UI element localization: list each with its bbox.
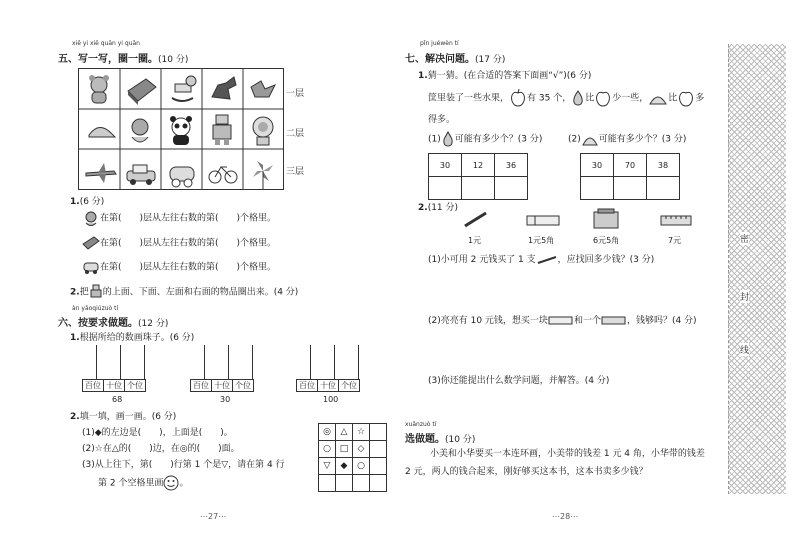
r1-desc-b: 有 35 个，	[527, 93, 572, 104]
pencil-icon	[462, 210, 490, 230]
section6-title	[58, 314, 168, 329]
lion-toy-icon	[253, 117, 273, 145]
floor-label-1: 一层	[286, 89, 305, 99]
tens-label: 十位	[104, 380, 125, 391]
answer-cell[interactable]: 36	[495, 154, 528, 177]
hundreds-label: 百位	[297, 380, 318, 391]
airplane-icon	[86, 163, 116, 183]
hundreds-label: 百位	[83, 380, 104, 391]
section7-title	[405, 50, 505, 65]
page-num-text: 27	[208, 512, 219, 521]
answer-cell[interactable]: 30	[581, 154, 614, 177]
r1-header	[418, 68, 591, 81]
q1-line-1-text: 在第( )层从左往右数的第( )个格里。	[100, 213, 277, 224]
seal-label-2: 封	[740, 290, 749, 303]
bear-icon	[89, 75, 109, 103]
s8-score: (10 分)	[445, 435, 476, 445]
r2-q2	[428, 313, 697, 326]
tens-label: 十位	[318, 380, 339, 391]
s8-pinyin: xuǎnzuò tí	[405, 421, 437, 428]
q1-line-3	[82, 259, 276, 275]
r2-num: 2.	[418, 203, 428, 213]
abacus-number: 68	[112, 395, 123, 404]
price-eraser: 1元5角	[528, 236, 555, 245]
cap-icon	[89, 127, 115, 137]
r2-q1-a: (1)小可用 2 元钱买了 1 支	[428, 255, 536, 265]
s6-pinyin: àn yāoqiúzuò tí	[72, 305, 119, 312]
grid-cell	[370, 424, 387, 441]
grid-cell: □	[336, 441, 353, 458]
grid-cell: ○	[353, 458, 370, 475]
s5-score: (10 分)	[158, 55, 189, 65]
s8-line-2: 2 元，两人的钱合起来，刚好够买这本书，这本书卖多少钱？	[405, 467, 648, 477]
answer-box-2	[580, 153, 680, 200]
s6q2	[70, 409, 176, 422]
abacus-68	[82, 345, 162, 405]
grid-cell: ◎	[319, 424, 336, 441]
q1-header	[70, 194, 104, 207]
s6q1	[70, 330, 194, 343]
q1-line-2	[82, 235, 276, 251]
q1-line-3-text: 在第( )层从左往右数的第( )个格里。	[100, 262, 277, 273]
apple-icon	[594, 88, 612, 108]
car-icon	[127, 165, 155, 185]
place-labels	[296, 379, 360, 392]
pear-icon	[441, 130, 455, 148]
peach-icon	[648, 88, 668, 108]
s8-line-1: 小美和小华要买一本连环画，小美带的钱差 1 元 4 角，小华带的钱差	[430, 449, 705, 459]
toy-car-icon	[170, 167, 194, 187]
abacus-number: 30	[220, 395, 231, 404]
r2-q2-c: ，钱够吗？(4 分)	[626, 316, 697, 326]
q1-score: (6 分)	[79, 197, 105, 207]
pinwheel-icon	[253, 161, 273, 189]
r2-header	[418, 200, 458, 213]
r1-q1	[428, 130, 542, 148]
picture-grid	[78, 68, 284, 190]
symbol-grid	[318, 423, 387, 492]
q2-post: 的上面、下面、左面和右面的物品圈出来。(4 分)	[102, 287, 299, 298]
r1-q1-text: 可能有多少个？(3 分)	[454, 134, 543, 145]
eraser-icon	[526, 214, 562, 228]
r1-desc-c: 比	[585, 93, 595, 104]
answer-mark[interactable]	[462, 177, 495, 200]
s6q1-text: 根据所给的数画珠子。(6 分)	[79, 333, 195, 343]
s6q2-text: 填一填，画一画。(6 分)	[79, 412, 177, 422]
q1-line-1	[82, 210, 276, 226]
r2-q1-b: ，应找回多少钱？(3 分)	[557, 255, 655, 265]
page-num-text: 28	[560, 512, 571, 521]
q1-num: 1.	[70, 197, 80, 207]
r1-q2	[568, 130, 686, 148]
pencil-case-icon	[592, 208, 622, 230]
grid-cell: ○	[319, 441, 336, 458]
s6q2-line-3: (3)从上往下，第( )行第 1 个是▽，请在第 4 行	[82, 460, 285, 470]
q2	[70, 284, 298, 300]
q2-num: 2.	[70, 287, 80, 298]
answer-mark[interactable]	[581, 177, 614, 200]
section8-title	[405, 430, 475, 445]
page-number-right: ⋯28⋯	[552, 512, 579, 521]
ruler-icon	[601, 316, 627, 326]
pencil-icon	[536, 255, 558, 265]
rod	[358, 345, 359, 379]
bicycle-icon	[209, 167, 237, 183]
rod	[228, 345, 229, 379]
robot-icon	[213, 115, 231, 145]
grid-cell: ◇	[353, 441, 370, 458]
rod	[120, 345, 121, 379]
answer-mark[interactable]	[647, 177, 680, 200]
robot-icon	[89, 284, 103, 300]
s6q2-line-1: (1)◆的左边是( )，上面是( )。	[82, 428, 233, 438]
rod	[204, 345, 205, 379]
s7-title-text: 七、解决问题。	[405, 54, 475, 65]
r1-desc	[428, 88, 704, 108]
s5-pinyin: xiě yi xiě quān yi quān	[72, 40, 140, 47]
ones-label: 个位	[341, 381, 357, 390]
floor-label-2: 二层	[286, 129, 305, 139]
abacus-30	[190, 345, 270, 405]
s6q1-num: 1.	[70, 333, 80, 343]
abacus-number: 100	[323, 395, 339, 404]
panda-icon	[170, 116, 192, 145]
s5-title-text: 五、写一写，圈一圈。	[58, 54, 158, 65]
place-labels	[190, 379, 254, 392]
r1-desc-f: 多	[695, 93, 705, 104]
apple-icon	[677, 88, 695, 108]
ones-label: 个位	[127, 381, 143, 390]
price-pencil: 1元	[468, 236, 482, 245]
r1-desc-e: 比	[668, 93, 678, 104]
r1-desc-a: 筐里装了一些水果，	[428, 93, 510, 104]
s8-title-text: 选做题。	[405, 434, 445, 445]
floor-label-3: 三层	[286, 167, 305, 177]
s6q2-line-4-text: 第 2 个空格里画	[98, 478, 164, 489]
r2-q1	[428, 252, 654, 265]
grid-cell: ☆	[353, 424, 370, 441]
book-icon	[128, 79, 156, 105]
price-pencil-case: 6元5角	[593, 236, 620, 245]
grid-cell: ◆	[336, 458, 353, 475]
squirrel-icon	[132, 119, 148, 142]
binding-strip	[728, 44, 786, 494]
abacus-100	[296, 345, 376, 405]
price-ruler: 7元	[668, 236, 682, 245]
answer-box-1	[428, 153, 528, 200]
toy-car-icon	[82, 259, 100, 275]
s6-score: (12 分)	[138, 319, 169, 329]
answer-mark[interactable]	[495, 177, 528, 200]
paper-boat-icon	[251, 81, 275, 97]
r1-desc-g: 得多。	[428, 115, 456, 125]
r2-q2-a: (2)亮亮有 10 元钱，想买一块	[428, 316, 548, 326]
r2-score: (11 分)	[427, 203, 459, 213]
grid-cell	[370, 475, 387, 492]
dinosaur-icon	[212, 77, 236, 99]
r1-desc-d: 少一些，	[612, 93, 649, 104]
pear-icon	[571, 88, 585, 108]
r2-q3: (3)你还能提出什么数学问题，并解答。(4 分)	[428, 376, 610, 386]
r1-q2-text: 可能有多少个？(3 分)	[598, 134, 687, 145]
picture-grid-lines	[79, 69, 283, 189]
rocking-horse-icon	[172, 76, 196, 101]
tens-label: 十位	[212, 380, 233, 391]
answer-mark[interactable]	[614, 177, 647, 200]
answer-mark[interactable]	[429, 177, 462, 200]
q2-pre: 把	[79, 287, 89, 298]
grid-cell: ▽	[319, 458, 336, 475]
grid-cell	[370, 441, 387, 458]
s7-score: (17 分)	[475, 55, 506, 65]
grid-cell	[370, 458, 387, 475]
r1-q1-num: (1)	[428, 134, 441, 145]
place-labels	[82, 379, 146, 392]
section5-title	[58, 50, 188, 65]
r2-q2-b: 和一个	[573, 316, 601, 326]
answer-cell[interactable]: 38	[647, 154, 680, 177]
answer-cell[interactable]: 12	[462, 154, 495, 177]
r1-q2-num: (2)	[568, 134, 581, 145]
r1-num: 1.	[418, 71, 428, 81]
rod	[144, 345, 145, 379]
peach-icon	[581, 130, 599, 148]
binding-dashed-line	[728, 44, 729, 494]
symbol-grid-table	[318, 423, 387, 492]
grid-cell	[353, 475, 370, 492]
q1-line-2-text: 在第( )层从左往右数的第( )个格里。	[100, 238, 277, 249]
rod	[252, 345, 253, 379]
ones-label: 个位	[235, 381, 251, 390]
seal-label-1: 密	[740, 232, 749, 245]
answer-cell[interactable]: 70	[614, 154, 647, 177]
hundreds-label: 百位	[191, 380, 212, 391]
eraser-icon	[548, 316, 574, 326]
seal-label-3: 线	[740, 343, 749, 356]
ruler-icon	[660, 214, 694, 228]
grid-cell: △	[336, 424, 353, 441]
grid-cell	[336, 475, 353, 492]
smiley-icon	[163, 475, 179, 491]
squirrel-icon	[82, 210, 100, 226]
s6-title-text: 六、按要求做题。	[58, 318, 138, 329]
rod	[310, 345, 311, 379]
s6q2-line-4: 第 2 个空格里画 。	[98, 475, 188, 491]
rod	[334, 345, 335, 379]
r1-text: 猜一猜。(在合适的答案下面画“√”)(6 分)	[427, 71, 592, 81]
answer-cell[interactable]: 30	[429, 154, 462, 177]
s7-pinyin: pǐn juéwèn tí	[420, 40, 459, 47]
book-icon	[82, 235, 100, 251]
apple-icon	[509, 88, 527, 108]
s6q2-line-2: (2)☆在△的( )边，在◎的( )面。	[82, 444, 240, 454]
s6q2-num: 2.	[70, 412, 80, 422]
page-number-left: ⋯27⋯	[200, 512, 227, 521]
rod	[96, 345, 97, 379]
grid-cell	[319, 475, 336, 492]
